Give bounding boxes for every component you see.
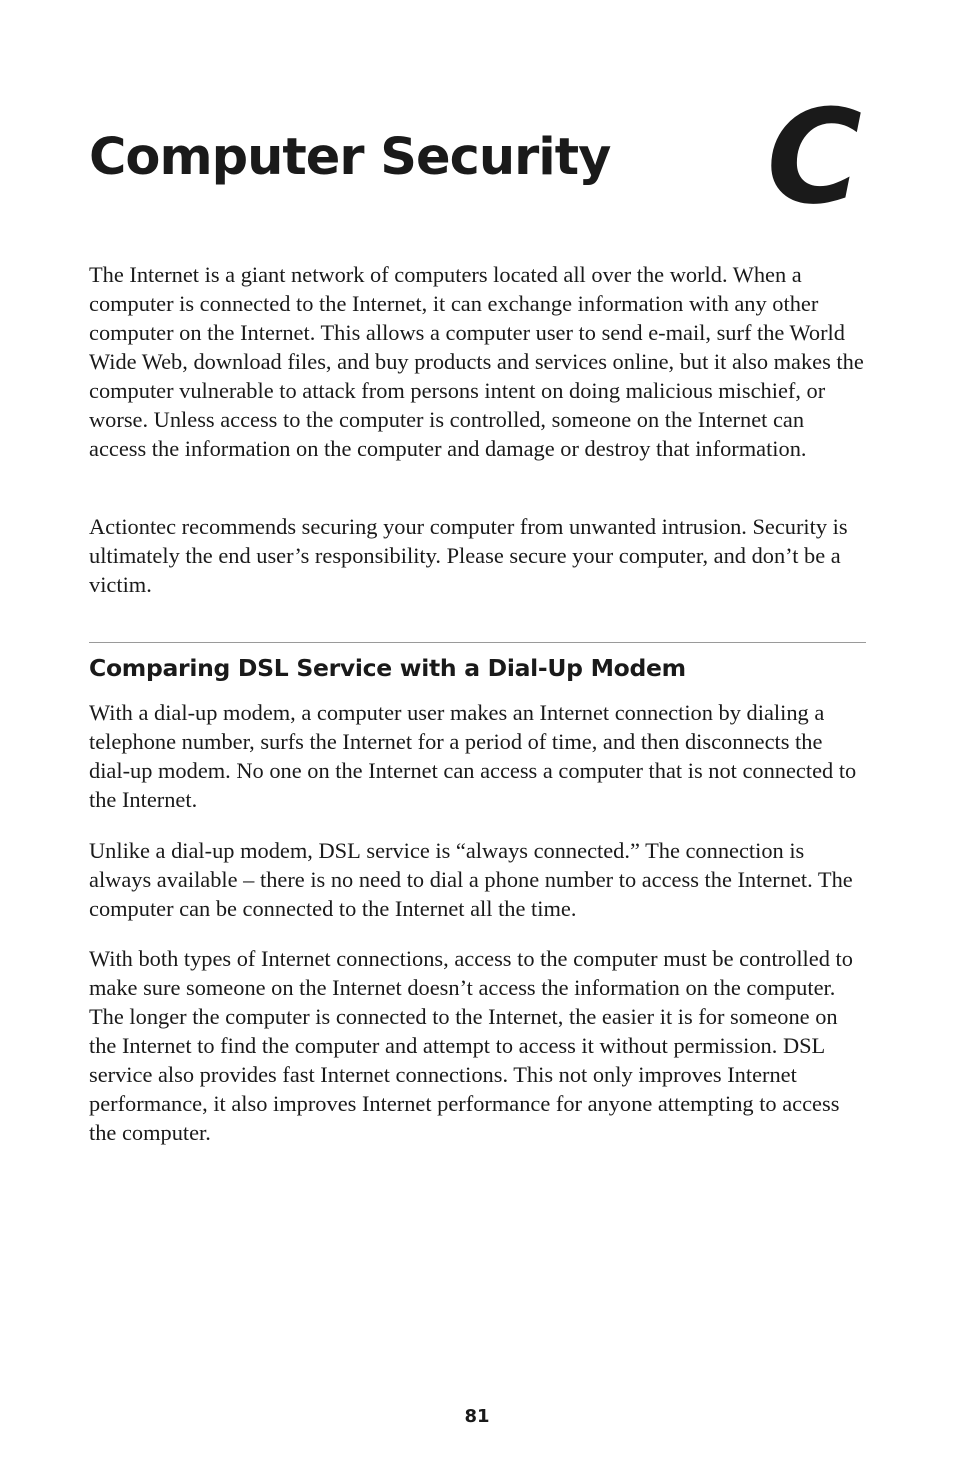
section-heading: Comparing DSL Service with a Dial-Up Modem: [89, 654, 686, 682]
intro-paragraph-1-block: [89, 260, 866, 463]
paragraph-3-rest: service also provides fast Internet connections. This not only improves Internet performance, it also improves Internet performance for anyone attempting to access the computer.: [89, 1062, 840, 1145]
section-paragraph-3-block: [89, 944, 866, 1147]
dsl-abbreviation: DSL: [782, 1033, 826, 1058]
page-number: 81: [464, 1406, 490, 1427]
dsl-abbreviation: DSL: [318, 838, 361, 863]
section-paragraph-2-block: [89, 836, 866, 923]
section-paragraph-1-block: [89, 698, 866, 814]
paragraph-3-lead: With both types of Internet connections, access to the computer must be controlled to make sure someone on the Internet doesn’t access the information on the computer. The longer the computer is connected to the Internet, the easier it is for someone on the Internet to find the computer and attempt to access it without permission.: [89, 946, 853, 1058]
intro-paragraph-2-block: [89, 512, 866, 599]
section-paragraph-1: With a dial-up modem, a computer user makes an Internet connection by dialing a telephone number, surfs the Internet for a period of time, and then disconnects the dial-up modem. No one on the Internet can access a computer that is not connected to the Internet.: [89, 700, 857, 812]
section-divider: [89, 642, 866, 643]
chapter-title: Computer Security: [89, 128, 611, 187]
paragraph-2-rest: service is “always connected.” The connection is always available – there is no need to dial a phone number to access the Internet. The computer can be connected to the Internet all the time.: [89, 838, 853, 921]
intro-paragraph-2: Actiontec recommends securing your computer from unwanted intrusion. Security is ultimately the end user’s responsibility. Please secure your computer, and don’t be a victim.: [89, 514, 848, 597]
chapter-letter: C: [766, 81, 858, 233]
intro-paragraph-1: The Internet is a giant network of computers located all over the world. When a computer is connected to the Internet, it can exchange information with any other computer on the Internet. This allows a computer user to send e-mail, surf the World Wide Web, download files, and buy products and services online, but it also makes the computer vulnerable to attack from persons intent on doing malicious mischief, or worse. Unless access to the computer is controlled, someone on the Internet can access the information on the computer and damage or destroy that information.: [89, 262, 864, 461]
section-paragraph-3: [89, 944, 866, 1147]
paragraph-2-lead: Unlike a dial-up modem,: [89, 838, 319, 863]
section-paragraph-2: [89, 836, 866, 923]
